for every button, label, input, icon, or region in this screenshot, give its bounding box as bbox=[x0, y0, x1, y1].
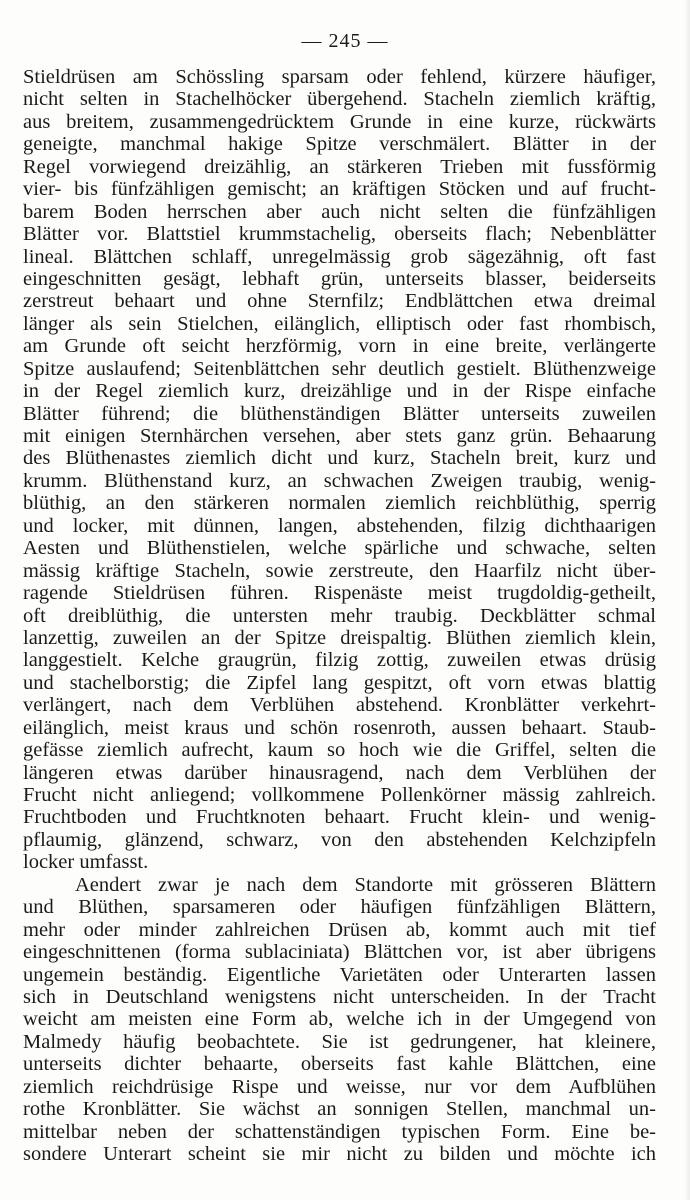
scan-edge-shadow bbox=[684, 0, 690, 1200]
text-line: verlängert, nach dem Verblühen abstehend. Kronblätter verkehrt- bbox=[23, 694, 656, 717]
text-line: eingeschnitten gesägt, lebhaft grün, unterseits blasser, beiderseits bbox=[23, 267, 656, 290]
text-line: Malmedy häufig beobachtete. Sie ist gedrungener, hat kleinere, bbox=[23, 1030, 656, 1053]
text-line: mittelbar neben der schattenständigen typischen Form. Eine be- bbox=[23, 1120, 656, 1143]
text-line: am Grunde oft seicht herzförmig, vorn in eine breite, verlängerte bbox=[23, 335, 656, 358]
text-line: Blätter führend; die blüthenständigen Blätter unterseits zuweilen bbox=[23, 402, 656, 425]
text-line: und Blüthen, sparsameren oder häufigen fünfzähligen Blättern, bbox=[23, 896, 656, 919]
text-line: eilänglich, meist kraus und schön rosenroth, aussen behaart. Staub- bbox=[23, 716, 656, 739]
text-line: unterseits dichter behaarte, oberseits fast kahle Blättchen, eine bbox=[23, 1053, 656, 1076]
text-line: vier- bis fünfzähligen gemischt; an kräftigen Stöcken und auf frucht- bbox=[23, 178, 656, 201]
text-line: aus breitem, zusammengedrücktem Grunde in eine kurze, rückwärts bbox=[23, 110, 656, 133]
text-line: ragende Stieldrüsen führen. Rispenäste meist trugdoldig-getheilt, bbox=[23, 582, 656, 605]
text-line: oft dreiblüthig, die untersten mehr traubig. Deckblätter schmal bbox=[23, 604, 656, 627]
text-line: weicht am meisten eine Form ab, welche ich in der Umgegend von bbox=[23, 1008, 656, 1031]
text-line: in der Regel ziemlich kurz, dreizählige und in der Rispe einfache bbox=[23, 380, 656, 403]
text-line: sondere Unterart scheint sie mir nicht zu bilden und möchte ich bbox=[23, 1143, 656, 1165]
text-line: und stachelborstig; die Zipfel lang gespitzt, oft vorn etwas blattig bbox=[23, 671, 656, 694]
text-line: pflaumig, glänzend, schwarz, von den abstehenden Kelchzipfeln bbox=[23, 828, 656, 851]
text-line: Stieldrüsen am Schössling sparsam oder fehlend, kürzere häufiger, bbox=[23, 66, 656, 88]
text-line: länger als sein Stielchen, eilänglich, elliptisch oder fast rhombisch, bbox=[23, 312, 656, 335]
text-line: barem Boden herrschen aber auch nicht selten die fünfzähligen bbox=[23, 200, 656, 223]
text-line: längeren etwas darüber hinausragend, nach dem Verblühen der bbox=[23, 761, 656, 784]
text-line: Spitze auslaufend; Seitenblättchen sehr deutlich gestielt. Blüthenzweige bbox=[23, 357, 656, 380]
text-line: Blätter vor. Blattstiel krummstachelig, oberseits flach; Nebenblätter bbox=[23, 223, 656, 246]
text-line: krumm. Blüthenstand kurz, an schwachen Zweigen traubig, wenig- bbox=[23, 469, 656, 492]
paragraph bbox=[23, 66, 656, 874]
text-line: mässig kräftige Stacheln, sowie zerstreute, den Haarfilz nicht über- bbox=[23, 559, 656, 582]
paragraph bbox=[23, 874, 656, 1166]
text-line: nicht selten in Stachelhöcker übergehend. Stacheln ziemlich kräftig, bbox=[23, 88, 656, 111]
text-line: gefässe ziemlich aufrecht, kaum so hoch wie die Griffel, selten die bbox=[23, 739, 656, 762]
text-line: mit einigen Sternhärchen versehen, aber stets ganz grün. Behaarung bbox=[23, 425, 656, 447]
text-line: lanzettig, zuweilen an der Spitze dreispaltig. Blüthen ziemlich klein, bbox=[23, 626, 656, 649]
text-line: ungemein beständig. Eigentliche Varietäten oder Unterarten lassen bbox=[23, 963, 656, 986]
text-line: des Blüthenastes ziemlich dicht und kurz, Stacheln breit, kurz und bbox=[23, 447, 656, 470]
text-line: Regel vorwiegend dreizählig, an stärkeren Trieben mit fussförmig bbox=[23, 155, 656, 178]
text-line: rothe Kronblätter. Sie wächst an sonnigen Stellen, manchmal un- bbox=[23, 1098, 656, 1121]
text-line: Frucht nicht anliegend; vollkommene Pollenkörner mässig zahlreich. bbox=[23, 784, 656, 806]
text-line: ziemlich reichdrüsige Rispe und weisse, nur vor dem Aufblühen bbox=[23, 1075, 656, 1098]
text-line: langgestielt. Kelche graugrün, filzig zottig, zuweilen etwas drüsig bbox=[23, 649, 656, 672]
text-line: Aesten und Blüthenstielen, welche spärliche und schwache, selten bbox=[23, 537, 656, 560]
text-line: Aendert zwar je nach dem Standorte mit grösseren Blättern bbox=[75, 873, 656, 896]
text-line: sich in Deutschland wenigstens nicht unterscheiden. In der Tracht bbox=[23, 985, 656, 1008]
text-line: eingeschnittenen (forma sublaciniata) Blättchen vor, ist aber übrigens bbox=[23, 941, 656, 964]
text-line: locker umfasst. bbox=[23, 851, 149, 874]
page-number: — 245 — bbox=[301, 30, 389, 52]
text-line: zerstreut behaart und ohne Sternfilz; Endblättchen etwa dreimal bbox=[23, 290, 656, 313]
text-line: blüthig, an den stärkeren normalen ziemlich reichblüthig, sperrig bbox=[23, 492, 656, 515]
text-line: Fruchtboden und Fruchtknoten behaart. Frucht klein- und wenig- bbox=[23, 806, 656, 829]
text-line: mehr oder minder zahlreichen Drüsen ab, kommt auch mit tief bbox=[23, 918, 656, 941]
text-line: lineal. Blättchen schlaff, unregelmässig grob sägezähnig, oft fast bbox=[23, 245, 656, 268]
text-line: geneigte, manchmal hakige Spitze verschmälert. Blätter in der bbox=[23, 133, 656, 156]
text-line: und locker, mit dünnen, langen, abstehenden, filzig dichthaarigen bbox=[23, 514, 656, 537]
body-text bbox=[23, 66, 656, 1165]
